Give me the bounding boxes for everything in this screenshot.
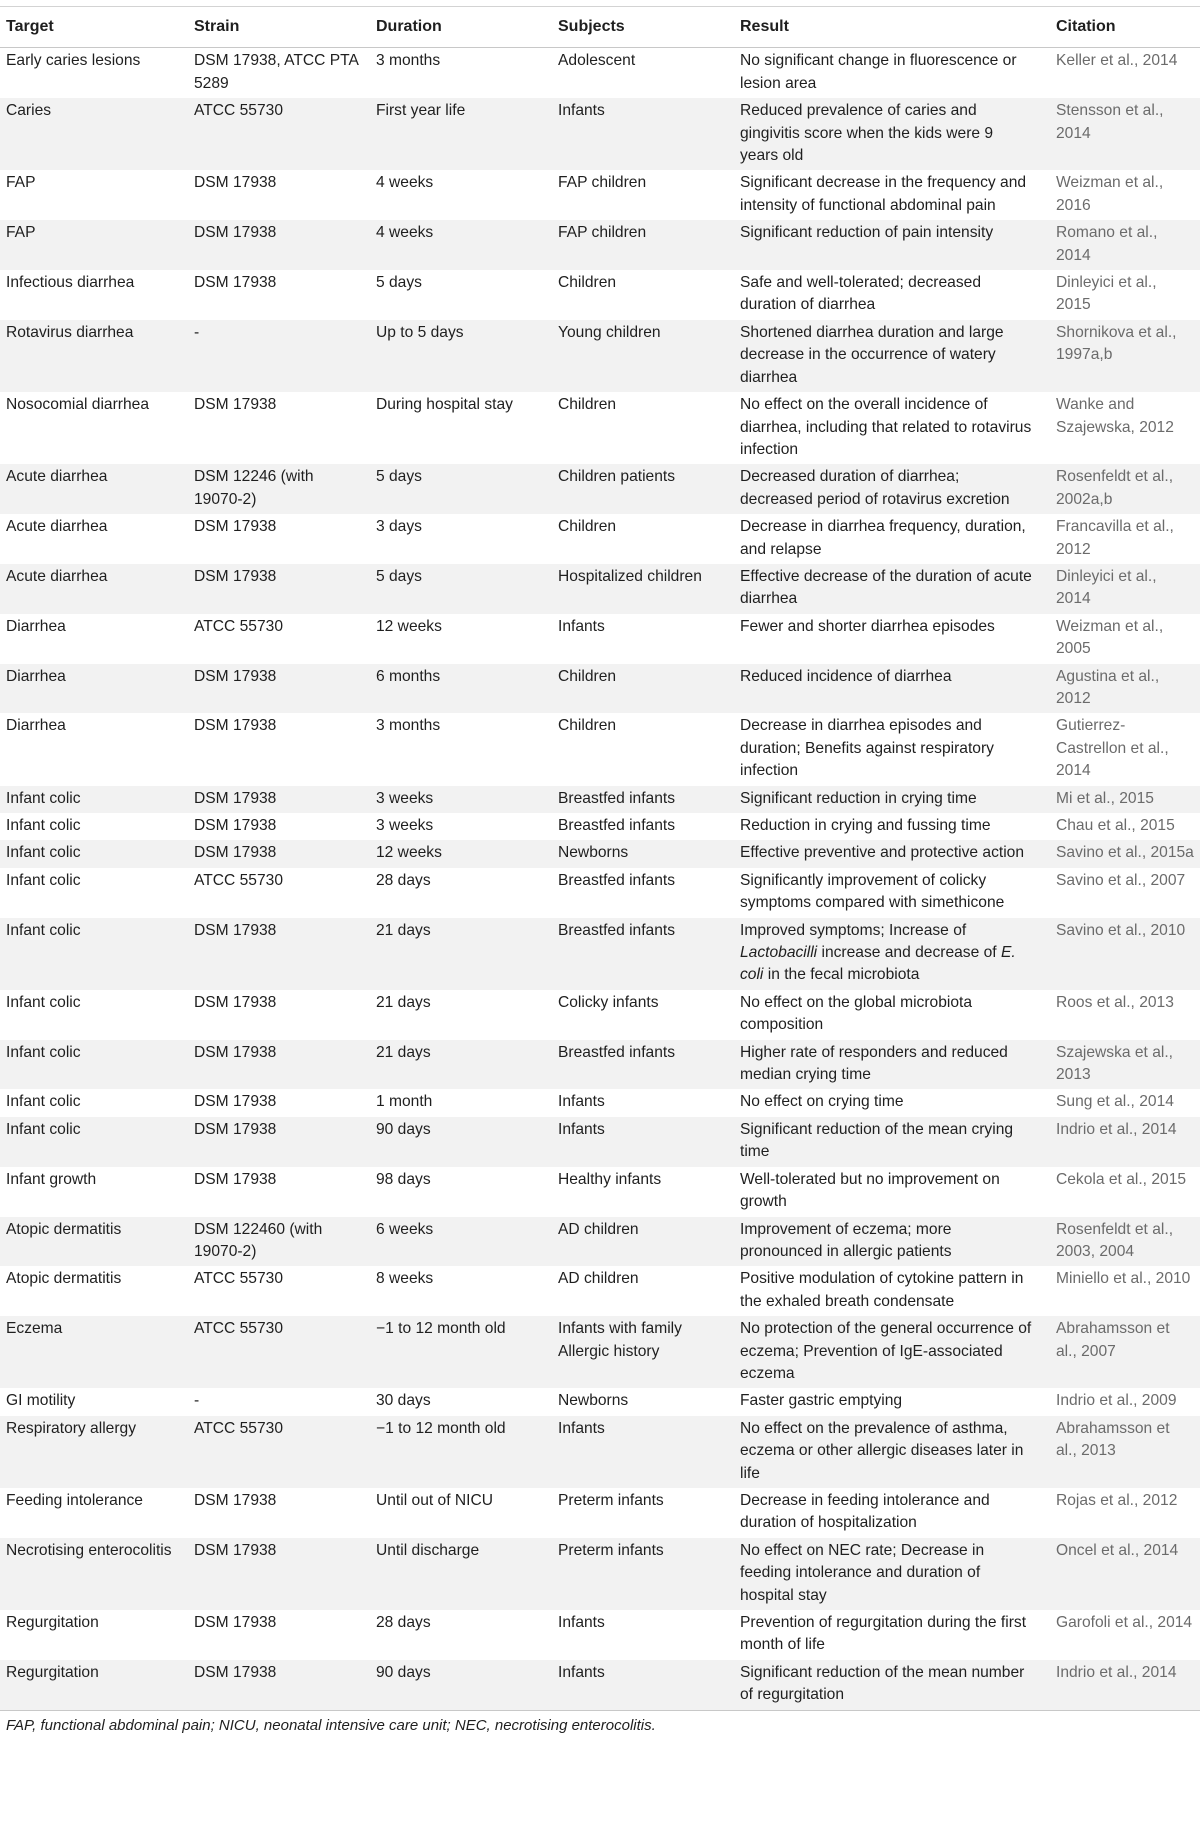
header-result: Result <box>734 7 1050 48</box>
cell-result: No effect on the global microbiota composition <box>740 993 973 1034</box>
cell-strain: ATCC 55730 <box>188 98 370 170</box>
cell-strain: - <box>194 1392 200 1410</box>
cell-duration: −1 to 12 month old <box>370 1316 552 1388</box>
cell-strain: DSM 12246 (with 19070-2) <box>188 464 370 514</box>
header-row <box>0 7 1200 48</box>
cell-result: Significant reduction in crying time <box>734 786 1050 813</box>
cell-target: Nosocomial diarrhea <box>6 396 150 414</box>
cell-result: Effective decrease of the duration of acute diarrhea <box>734 564 1050 614</box>
cell-citation: Rojas et al., 2012 <box>1056 1491 1178 1509</box>
table-row <box>0 1416 1200 1488</box>
cell-result: Decreased duration of diarrhea; decreased period of rotavirus excretion <box>734 464 1050 514</box>
cell-strain: DSM 17938 <box>188 664 370 714</box>
table-row <box>0 713 1200 785</box>
cell-strain: DSM 17938 <box>194 274 277 292</box>
cell-result: Effective preventive and protective action <box>734 840 1050 867</box>
cell-citation: Szajewska et al., 2013 <box>1050 1040 1200 1090</box>
cell-strain: DSM 17938 <box>194 1170 277 1188</box>
cell-result: Significantly improvement of colicky symptoms compared with simethicone <box>740 871 1005 912</box>
cell-strain: - <box>188 320 370 392</box>
cell-duration: First year life <box>370 98 552 170</box>
cell-subjects: Infants <box>558 1614 605 1631</box>
cell-duration: Up to 5 days <box>370 320 552 392</box>
cell-strain: ATCC 55730 <box>194 617 283 635</box>
cell-result: Significant reduction of pain intensity <box>734 220 1050 270</box>
table-row <box>0 1217 1200 1267</box>
cell-strain: DSM 17938 <box>194 1093 277 1111</box>
cell-citation: Dinleyici et al., 2015 <box>1056 274 1157 314</box>
cell-result: Significant reduction of the mean number of regurgitation <box>734 1660 1050 1710</box>
cell-subjects: Breastfed infants <box>552 918 734 990</box>
cell-target: Atopic dermatitis <box>6 1270 122 1288</box>
cell-target: FAP <box>6 174 36 192</box>
cell-duration: 1 month <box>376 1093 433 1111</box>
cell-duration: 5 days <box>370 464 552 514</box>
cell-result: No effect on the overall incidence of diarrhea, including that related to rotavirus infection <box>740 396 1032 458</box>
cell-duration: 6 months <box>370 664 552 714</box>
cell-citation: Rosenfeldt et al., 2002a,b <box>1050 464 1200 514</box>
cell-target: Diarrhea <box>0 664 188 714</box>
cell-citation: Weizman et al., 2005 <box>1056 617 1164 658</box>
cell-result: Safe and well-tolerated; decreased duration of diarrhea <box>740 274 981 314</box>
cell-subjects: Adolescent <box>558 52 636 70</box>
table-row <box>0 1266 1200 1316</box>
cell-citation: Rosenfeldt et al., 2003, 2004 <box>1050 1217 1200 1267</box>
cell-duration: 30 days <box>376 1392 431 1410</box>
cell-target: FAP <box>0 220 188 270</box>
cell-subjects: Preterm infants <box>558 1491 664 1509</box>
cell-result: Significant reduction of the mean crying time <box>734 1117 1050 1167</box>
cell-subjects: Children <box>558 518 617 536</box>
cell-result: Reduction in crying and fussing time <box>740 817 991 834</box>
table-row <box>0 1488 1200 1538</box>
cell-citation: Mi et al., 2015 <box>1050 786 1200 813</box>
cell-citation: Weizman et al., 2016 <box>1056 174 1164 214</box>
cell-subjects: Colicky infants <box>558 993 659 1011</box>
table-row <box>0 786 1200 813</box>
table-body <box>0 48 1200 1710</box>
cell-subjects: Infants <box>558 1093 605 1111</box>
cell-strain: ATCC 55730 <box>194 871 283 889</box>
cell-citation: Stensson et al., 2014 <box>1050 98 1200 170</box>
cell-duration: 3 months <box>376 717 441 735</box>
cell-duration: Until out of NICU <box>376 1491 493 1509</box>
cell-duration: 12 weeks <box>376 617 442 635</box>
header-target: Target <box>0 7 188 48</box>
cell-citation: Abrahamsson et al., 2013 <box>1050 1416 1200 1488</box>
cell-strain: DSM 17938 <box>188 786 370 813</box>
cell-target: Infant growth <box>6 1170 97 1188</box>
table-row <box>0 614 1200 664</box>
cell-citation: Oncel et al., 2014 <box>1050 1538 1200 1610</box>
cell-duration: 3 weeks <box>370 786 552 813</box>
cell-target: Acute diarrhea <box>6 518 108 536</box>
cell-subjects: Healthy infants <box>558 1170 662 1188</box>
cell-citation: Garofoli et al., 2014 <box>1056 1614 1193 1631</box>
cell-citation: Savino et al., 2015a <box>1050 840 1200 867</box>
cell-result: No protection of the general occurrence of eczema; Prevention of IgE-associated eczema <box>734 1316 1050 1388</box>
cell-result: Faster gastric emptying <box>740 1392 903 1410</box>
table-row <box>0 270 1200 320</box>
cell-citation: Miniello et al., 2010 <box>1056 1270 1191 1288</box>
table-row <box>0 664 1200 714</box>
cell-target: Infant colic <box>0 1040 188 1090</box>
cell-citation: Wanke and Szajewska, 2012 <box>1056 396 1174 436</box>
cell-citation: Romano et al., 2014 <box>1050 220 1200 270</box>
cell-subjects: Hospitalized children <box>552 564 734 614</box>
table-row <box>0 1538 1200 1610</box>
cell-duration: 12 weeks <box>370 840 552 867</box>
cell-citation: Gutierrez-Castrellon et al., 2014 <box>1056 717 1169 780</box>
cell-duration: 4 weeks <box>370 220 552 270</box>
cell-strain: DSM 17938 <box>188 1040 370 1090</box>
cell-result: Decrease in feeding intolerance and duration of hospitalization <box>740 1491 990 1532</box>
cell-subjects: Breastfed infants <box>558 817 676 834</box>
table-row <box>0 1316 1200 1388</box>
table-row <box>0 392 1200 464</box>
table-row <box>0 990 1200 1040</box>
table-row <box>0 564 1200 614</box>
cell-result: No effect on the prevalence of asthma, eczema or other allergic diseases later in life <box>734 1416 1050 1488</box>
cell-duration: 98 days <box>376 1170 431 1188</box>
cell-result: No effect on crying time <box>740 1093 904 1111</box>
cell-subjects: Children patients <box>552 464 734 514</box>
table-row <box>0 1040 1200 1090</box>
cell-strain: ATCC 55730 <box>188 1316 370 1388</box>
cell-target: Infant colic <box>6 1093 81 1111</box>
table-row <box>0 918 1200 990</box>
cell-target: Acute diarrhea <box>0 564 188 614</box>
cell-citation: Sung et al., 2014 <box>1056 1093 1174 1111</box>
cell-duration: 90 days <box>370 1117 552 1167</box>
cell-strain: DSM 17938 <box>188 840 370 867</box>
table-header <box>0 7 1200 48</box>
cell-duration: 4 weeks <box>376 174 434 192</box>
cell-target: GI motility <box>6 1392 76 1410</box>
table-row <box>0 1117 1200 1167</box>
cell-target: Infectious diarrhea <box>6 274 135 292</box>
cell-target: Infant colic <box>6 993 81 1011</box>
cell-citation: Shornikova et al., 1997a,b <box>1050 320 1200 392</box>
cell-target: Respiratory allergy <box>0 1416 188 1488</box>
header-strain: Strain <box>188 7 370 48</box>
table-row <box>0 813 1200 840</box>
cell-citation: Dinleyici et al., 2014 <box>1050 564 1200 614</box>
cell-duration: 3 days <box>376 518 422 536</box>
cell-subjects: Children <box>552 664 734 714</box>
cell-strain: DSM 17938 <box>194 717 277 735</box>
cell-strain: DSM 17938 <box>188 1538 370 1610</box>
cell-subjects: FAP children <box>558 174 647 192</box>
header-duration: Duration <box>370 7 552 48</box>
cell-citation: Roos et al., 2013 <box>1056 993 1174 1011</box>
cell-strain: DSM 17938 <box>194 174 277 192</box>
cell-subjects: Infants <box>552 98 734 170</box>
table-row <box>0 1660 1200 1710</box>
cell-target: Caries <box>0 98 188 170</box>
table-footnote: FAP, functional abdominal pain; NICU, neonatal intensive care unit; NEC, necrotising enterocolitis. <box>6 1716 656 1734</box>
cell-target: Atopic dermatitis <box>0 1217 188 1267</box>
cell-duration: 3 months <box>376 52 441 70</box>
cell-duration: 21 days <box>370 1040 552 1090</box>
cell-target: Rotavirus diarrhea <box>0 320 188 392</box>
cell-target: Regurgitation <box>0 1660 188 1710</box>
cell-duration: 5 days <box>376 274 422 292</box>
table-row <box>0 868 1200 918</box>
cell-subjects: Infants <box>558 617 605 635</box>
cell-target: Diarrhea <box>6 617 66 635</box>
cell-subjects: Children <box>558 274 617 292</box>
cell-duration: 28 days <box>376 871 431 889</box>
cell-subjects: Infants with family Allergic history <box>552 1316 734 1388</box>
cell-strain: DSM 17938 <box>194 1491 277 1509</box>
table-row <box>0 98 1200 170</box>
table-row <box>0 464 1200 514</box>
cell-subjects: Infants <box>552 1416 734 1488</box>
cell-target: Infant colic <box>6 817 81 834</box>
cell-subjects: Newborns <box>552 840 734 867</box>
cell-strain: DSM 17938 <box>188 918 370 990</box>
table-row <box>0 514 1200 564</box>
cell-subjects: Children <box>558 717 617 735</box>
cell-strain: DSM 17938 <box>194 817 277 834</box>
cell-result: Improved symptoms; Increase of Lactobacilli increase and decrease of E. coli in the fecal microbiota <box>734 918 1050 990</box>
header-citation: Citation <box>1050 7 1200 48</box>
cell-result: Significant decrease in the frequency and intensity of functional abdominal pain <box>740 174 1027 214</box>
cell-target: Early caries lesions <box>6 52 141 70</box>
cell-subjects: Infants <box>552 1117 734 1167</box>
cell-citation: Indrio et al., 2009 <box>1056 1392 1177 1410</box>
cell-strain: DSM 17938, ATCC PTA 5289 <box>194 52 359 92</box>
cell-duration: 5 days <box>370 564 552 614</box>
cell-duration: 90 days <box>370 1660 552 1710</box>
cell-duration: 3 weeks <box>376 817 434 834</box>
cell-duration: 28 days <box>376 1614 431 1631</box>
cell-target: Necrotising enterocolitis <box>0 1538 188 1610</box>
cell-duration: 21 days <box>376 993 431 1011</box>
cell-citation: Cekola et al., 2015 <box>1056 1170 1187 1188</box>
cell-citation: Chau et al., 2015 <box>1056 817 1175 834</box>
cell-strain: DSM 122460 (with 19070-2) <box>188 1217 370 1267</box>
cell-strain: ATCC 55730 <box>188 1416 370 1488</box>
table-row <box>0 220 1200 270</box>
cell-result: Decrease in diarrhea frequency, duration, and relapse <box>740 518 1026 558</box>
table-row <box>0 840 1200 867</box>
cell-subjects: Newborns <box>558 1392 629 1410</box>
cell-target: Regurgitation <box>6 1614 99 1631</box>
cell-target: Diarrhea <box>6 717 66 735</box>
cell-subjects: AD children <box>558 1270 639 1288</box>
cell-citation: Indrio et al., 2014 <box>1050 1660 1200 1710</box>
cell-strain: DSM 17938 <box>194 993 277 1011</box>
cell-result: Fewer and shorter diarrhea episodes <box>740 617 995 635</box>
cell-duration: 21 days <box>370 918 552 990</box>
cell-subjects: Young children <box>552 320 734 392</box>
cell-result: Higher rate of responders and reduced median crying time <box>734 1040 1050 1090</box>
cell-duration: 6 weeks <box>370 1217 552 1267</box>
cell-subjects: Preterm infants <box>552 1538 734 1610</box>
cell-result: Positive modulation of cytokine pattern in the exhaled breath condensate <box>740 1270 1024 1310</box>
cell-result: Prevention of regurgitation during the first month of life <box>740 1614 1027 1654</box>
cell-subjects: Breastfed infants <box>552 786 734 813</box>
cell-result: No effect on NEC rate; Decrease in feeding intolerance and duration of hospital stay <box>734 1538 1050 1610</box>
cell-strain: DSM 17938 <box>188 220 370 270</box>
cell-result: Decrease in diarrhea episodes and duration; Benefits against respiratory infection <box>740 717 994 780</box>
table-row <box>0 48 1200 98</box>
cell-result: No significant change in fluorescence or lesion area <box>740 52 1017 92</box>
cell-target: Eczema <box>0 1316 188 1388</box>
table-row <box>0 1089 1200 1116</box>
cell-result: Reduced incidence of diarrhea <box>734 664 1050 714</box>
cell-target: Infant colic <box>0 1117 188 1167</box>
table-row <box>0 1388 1200 1415</box>
table-row <box>0 1610 1200 1660</box>
table-row <box>0 1167 1200 1217</box>
cell-citation: Francavilla et al., 2012 <box>1056 518 1174 558</box>
table-row <box>0 170 1200 220</box>
cell-subjects: Breastfed infants <box>558 871 676 889</box>
cell-result: Well-tolerated but no improvement on growth <box>740 1170 1000 1211</box>
cell-strain: DSM 17938 <box>194 518 277 536</box>
cell-duration: −1 to 12 month old <box>370 1416 552 1488</box>
cell-duration: 8 weeks <box>376 1270 434 1288</box>
data-table <box>0 6 1200 1711</box>
cell-target: Acute diarrhea <box>0 464 188 514</box>
cell-duration: During hospital stay <box>376 396 513 414</box>
cell-citation: Indrio et al., 2014 <box>1050 1117 1200 1167</box>
cell-strain: ATCC 55730 <box>194 1270 283 1288</box>
cell-subjects: Breastfed infants <box>552 1040 734 1090</box>
cell-subjects: FAP children <box>552 220 734 270</box>
cell-strain: DSM 17938 <box>194 1614 277 1631</box>
cell-citation: Keller et al., 2014 <box>1056 52 1178 70</box>
cell-target: Infant colic <box>0 840 188 867</box>
cell-result: Reduced prevalence of caries and gingivitis score when the kids were 9 years old <box>734 98 1050 170</box>
cell-strain: DSM 17938 <box>188 1660 370 1710</box>
cell-result: Shortened diarrhea duration and large decrease in the occurrence of watery diarrhea <box>734 320 1050 392</box>
cell-citation: Abrahamsson et al., 2007 <box>1050 1316 1200 1388</box>
cell-subjects: Infants <box>552 1660 734 1710</box>
cell-target: Infant colic <box>0 786 188 813</box>
cell-strain: DSM 17938 <box>188 1117 370 1167</box>
cell-target: Feeding intolerance <box>6 1491 143 1509</box>
cell-duration: Until discharge <box>370 1538 552 1610</box>
cell-subjects: Children <box>558 396 617 414</box>
cell-target: Infant colic <box>6 871 81 889</box>
cell-citation: Savino et al., 2010 <box>1050 918 1200 990</box>
cell-citation: Savino et al., 2007 <box>1056 871 1186 889</box>
header-subjects: Subjects <box>552 7 734 48</box>
cell-result: Improvement of eczema; more pronounced in allergic patients <box>734 1217 1050 1267</box>
cell-strain: DSM 17938 <box>188 564 370 614</box>
cell-citation: Agustina et al., 2012 <box>1050 664 1200 714</box>
cell-target: Infant colic <box>0 918 188 990</box>
cell-subjects: AD children <box>552 1217 734 1267</box>
cell-strain: DSM 17938 <box>194 396 277 414</box>
table-row <box>0 320 1200 392</box>
